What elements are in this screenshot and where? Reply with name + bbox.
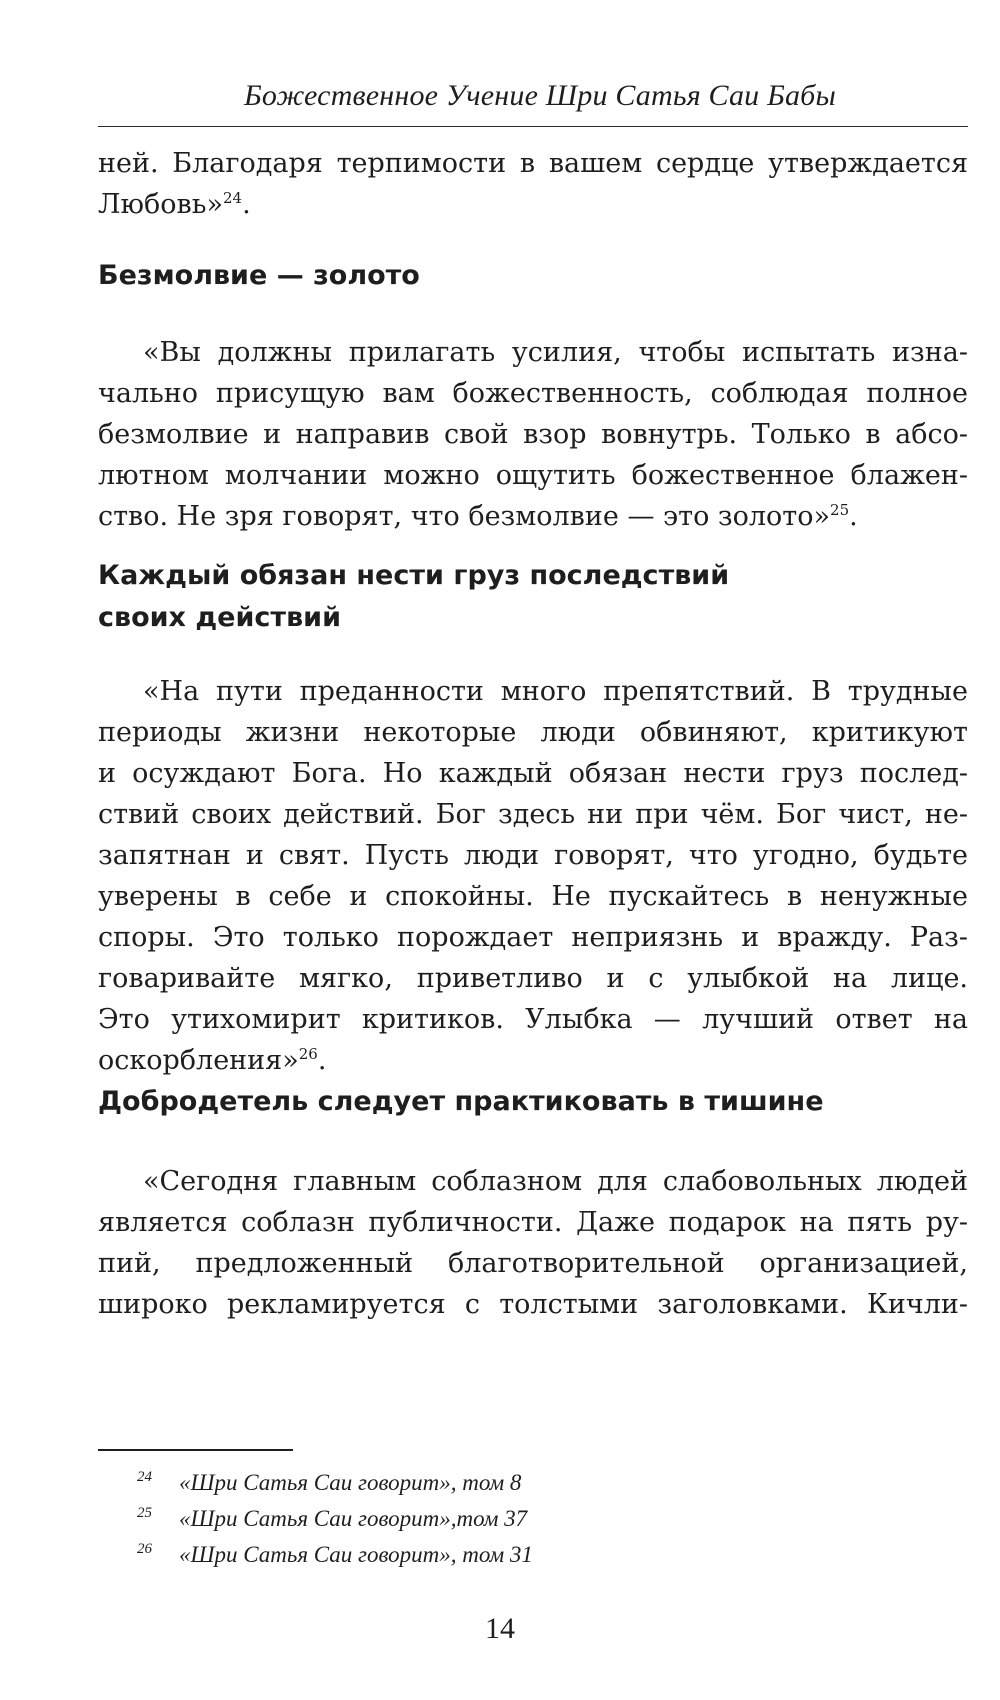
text-line: Это утихомирит критиков. Улыбка — лучший ответ на — [98, 1004, 968, 1035]
section-paragraph — [98, 332, 968, 537]
text-line: «Вы должны прилагать усилия, чтобы испытать изна- — [143, 337, 968, 368]
text-line: Любовь»$^{24}$. — [98, 189, 251, 220]
footnote — [137, 1540, 533, 1570]
footnote — [137, 1504, 528, 1534]
section-paragraph — [98, 1161, 968, 1325]
footnote-number: 24 — [137, 1469, 152, 1485]
footnote-ref: 26 — [298, 1045, 318, 1063]
running-header: Божественное Учение Шри Сатья Саи Бабы — [244, 79, 836, 112]
section-paragraph — [98, 671, 968, 1081]
footnote — [137, 1468, 522, 1498]
text-line: оскорбления»$^{26}$. — [98, 1045, 327, 1076]
text-line: ствий своих действий. Бог здесь ни при чём. Бог чист, не- — [98, 799, 968, 830]
footnote-ref: 25 — [830, 501, 850, 519]
text-line: является соблазн публичности. Даже подарок на пять ру- — [98, 1207, 968, 1238]
footnote-number: 26 — [137, 1541, 152, 1557]
text-line: запятнан и свят. Пусть люди говорят, что угодно, будьте — [98, 840, 968, 871]
text-line: пий, предложенный благотворительной организацией, — [98, 1248, 968, 1279]
text-line: широко рекламируется с толстыми заголовками. Кичли- — [98, 1289, 968, 1320]
section-heading: Безмолвие — золото — [98, 260, 420, 291]
footnote-text: «Шри Сатья Саи говорит»,том 37 — [179, 1506, 528, 1531]
text-line: лютном молчании можно ощутить божественное блажен- — [98, 460, 968, 491]
text-line: «Сегодня главным соблазном для слабовольных людей — [143, 1166, 968, 1197]
text-line: говаривайте мягко, приветливо и с улыбкой на лице. — [98, 963, 968, 994]
section-heading: Добродетель следует практиковать в тишине — [98, 1086, 824, 1117]
footnote-ref: 24 — [222, 189, 243, 207]
page-number: 14 — [485, 1612, 515, 1645]
text-line: чально присущую вам божественность, соблюдая полное — [98, 378, 968, 409]
text-line: ней. Благодаря терпимости в вашем сердце утверждается — [98, 148, 968, 179]
footnote-text: «Шри Сатья Саи говорит», том 31 — [179, 1542, 533, 1567]
text-line: безмолвие и направив свой взор вовнутрь. Только в абсо- — [98, 419, 968, 450]
footnote-text: «Шри Сатья Саи говорит», том 8 — [179, 1470, 522, 1495]
text-line: споры. Это только порождает неприязнь и вражду. Раз- — [98, 922, 968, 953]
intro-paragraph — [98, 143, 968, 225]
text-line: периоды жизни некоторые люди обвиняют, критикуют — [98, 717, 968, 748]
text-line: и осуждают Бога. Но каждый обязан нести груз послед- — [98, 758, 968, 789]
footnote-number: 25 — [137, 1505, 152, 1521]
text-line: «На пути преданности много препятствий. В трудные — [143, 676, 968, 707]
section-heading: Каждый обязан нести груз последствий своих действий — [98, 560, 730, 633]
text-line: уверены в себе и спокойны. Не пускайтесь в ненужные — [98, 881, 968, 912]
footnote-rule — [98, 1449, 293, 1451]
text-line: ство. Не зря говорят, что безмолвие — это золото»$^{25}$. — [98, 501, 858, 532]
header-rule — [98, 126, 968, 127]
